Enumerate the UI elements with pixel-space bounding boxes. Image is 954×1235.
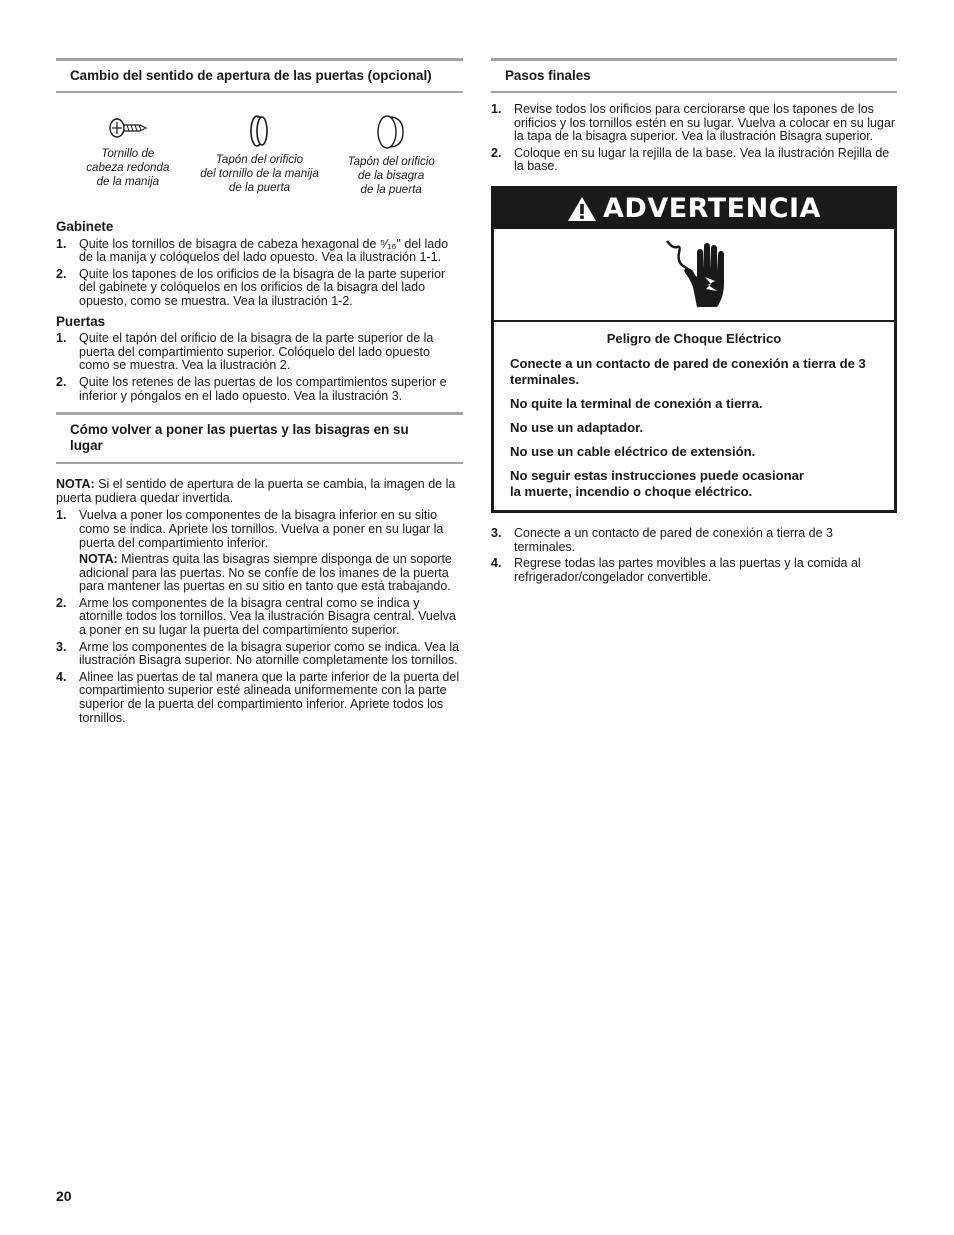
- step-text: Conecte a un contacto de pared de conexión a tierra de 3 terminales.: [514, 525, 833, 554]
- page-number: 20: [56, 1188, 72, 1204]
- doors-steps: [56, 332, 463, 403]
- list-item: [491, 527, 897, 554]
- list-item: [491, 557, 897, 584]
- step-number: 2.: [56, 595, 67, 610]
- warning-title: ADVERTENCIA: [603, 193, 821, 225]
- cabinet-heading: Gabinete: [56, 219, 114, 234]
- step-text: Revise todos los orificios para cerciorarse que los tapones de los orificios y los tornillos estén en su lugar. Vuelva a colocar en su lugar la tapa de la bisagra superior. Vea la ilustración Bisagra superior.: [514, 102, 895, 144]
- section-title-final-steps: Pasos finales: [491, 58, 897, 93]
- step-text: Quite los retenes de las puertas de los compartimientos superior e inferior y póngalos en el lado opuesto. Vea la ilustración 3.: [79, 374, 447, 403]
- caption-line: cabeza redonda: [86, 161, 170, 174]
- step-text: Quite los tapones de los orificios de la bisagra de la parte superior del gabinete y colóquelos en los orificios de la bisagra del lado opuesto, como se muestra. Vea la ilustración 1-2.: [79, 266, 446, 308]
- caption-line: Tapón del orificio: [215, 153, 304, 166]
- caption-line: Tornillo de: [101, 147, 155, 160]
- section-title-reinstall: Cómo volver a poner las puertas y las bisagras en su lugar: [56, 412, 463, 464]
- warning-line: No quite la terminal de conexión a tierra.: [510, 395, 763, 411]
- step-text: Quite los tornillos de bisagra de cabeza hexagonal de ⁵⁄₁₆" del lado de la manija y colóquelos del lado opuesto. Vea la ilustración 1-1.: [79, 236, 449, 265]
- list-item: [491, 103, 897, 144]
- note-label: NOTA:: [56, 477, 95, 492]
- step-number: 1.: [56, 331, 67, 346]
- step-number: 4.: [56, 669, 67, 684]
- final-steps-a: [491, 103, 897, 174]
- doors-heading: Puertas: [56, 313, 106, 329]
- warning-line: No use un cable eléctrico de extensión.: [510, 443, 756, 459]
- note-text: Si el sentido de apertura de la puerta se cambia, la imagen de la puerta pudiera quedar invertida.: [56, 477, 456, 505]
- step-note: [79, 553, 463, 594]
- warning-line: No use un adaptador.: [510, 419, 644, 435]
- step-number: 3.: [491, 525, 502, 540]
- final-steps-b: [491, 527, 897, 584]
- list-item: [56, 332, 463, 373]
- step-text: Coloque en su lugar la rejilla de la base. Vea la ilustración Rejilla de la base.: [514, 145, 890, 174]
- shock-hazard-pictogram: [494, 229, 894, 322]
- list-item: [56, 238, 463, 265]
- warning-line: Conecte a un contacto de pared de conexión a tierra de 3 terminales.: [510, 355, 866, 387]
- caption-line: de la bisagra: [357, 169, 425, 182]
- handle-plug-icon: [245, 113, 275, 149]
- list-item: [56, 376, 463, 403]
- caption-line: del tornillo de la manija: [200, 167, 319, 180]
- section-title-reverse-doors: Cambio del sentido de apertura de las puertas (opcional): [56, 58, 463, 93]
- step-text: Regrese todas las partes movibles a las puertas y la comida al refrigerador/congelador convertible.: [514, 556, 861, 584]
- step-text: Arme los componentes de la bisagra central como se indica y atornille todos los tornillos. Vea la ilustración Bisagra central. Vuelva a poner en su lugar la puerta del compartimiento superior.: [79, 595, 456, 638]
- warning-line: No seguir estas instrucciones puede ocasionar la muerte, incendio o choque eléctrico.: [510, 467, 804, 499]
- list-item: [491, 147, 897, 174]
- right-column: [491, 58, 897, 587]
- step-number: 2.: [56, 266, 67, 281]
- caption-line: Tapón del orificio: [347, 155, 435, 168]
- step-text: Vuelva a poner los componentes de la bisagra inferior en su sitio como se indica. Apriete los tornillos. Vuelva a poner en su lugar la puerta del compartimiento inferior.: [79, 508, 444, 550]
- note-paragraph: [56, 478, 463, 505]
- list-item: [56, 509, 463, 594]
- note-text: Mientras quita las bisagras siempre disponga de un soporte adicional para las puertas. No se confíe de los imanes de la puerta para mantener las puertas en su sitio en tanto que está trabajando.: [79, 552, 452, 594]
- caption-line: de la manija: [96, 175, 160, 188]
- left-column: [56, 58, 463, 728]
- warning-body: [494, 322, 894, 510]
- note-label: NOTA:: [79, 552, 118, 567]
- list-item: [56, 671, 463, 725]
- step-number: 1.: [56, 236, 67, 251]
- caption-line: de la puerta: [228, 181, 291, 194]
- step-number: 1.: [491, 102, 502, 116]
- step-number: 1.: [56, 508, 67, 523]
- screw-icon: [106, 113, 150, 143]
- cabinet-steps: [56, 238, 463, 309]
- step-number: 4.: [491, 556, 502, 571]
- parts-item-screw: [62, 113, 194, 211]
- step-text: Arme los componentes de la bisagra superior como se indica. Vea la ilustración Bisagra superior. No atornille completamente los tornillos.: [79, 639, 460, 668]
- warning-box: [491, 186, 897, 513]
- electric-shock-hand-icon: [659, 237, 729, 311]
- parts-item-handle-plug: [194, 113, 326, 211]
- parts-illustrations: [56, 93, 463, 211]
- list-item: [56, 268, 463, 309]
- warning-triangle-icon: [567, 196, 597, 222]
- warning-header: [494, 189, 894, 229]
- parts-item-hinge-plug: [325, 113, 457, 211]
- caption-line: de la puerta: [360, 183, 422, 196]
- list-item: [56, 597, 463, 638]
- step-text: Alinee las puertas de tal manera que la parte inferior de la puerta del compartimiento superior esté alineada uniformemente con la parte superior de la puerta del compartimiento inferior. Apriete todos los tornillos.: [79, 669, 460, 725]
- step-number: 2.: [56, 374, 67, 389]
- reinstall-steps: [56, 509, 463, 725]
- step-number: 2.: [491, 145, 502, 160]
- step-number: 3.: [56, 639, 67, 654]
- list-item: [56, 641, 463, 668]
- hinge-plug-icon: [373, 113, 409, 151]
- warning-heading: Peligro de Choque Eléctrico: [606, 330, 782, 346]
- step-text: Quite el tapón del orificio de la bisagra de la parte superior de la puerta del compartimiento superior. Colóquelo del lado opuesto como se muestra. Vea la ilustración 2.: [79, 331, 434, 373]
